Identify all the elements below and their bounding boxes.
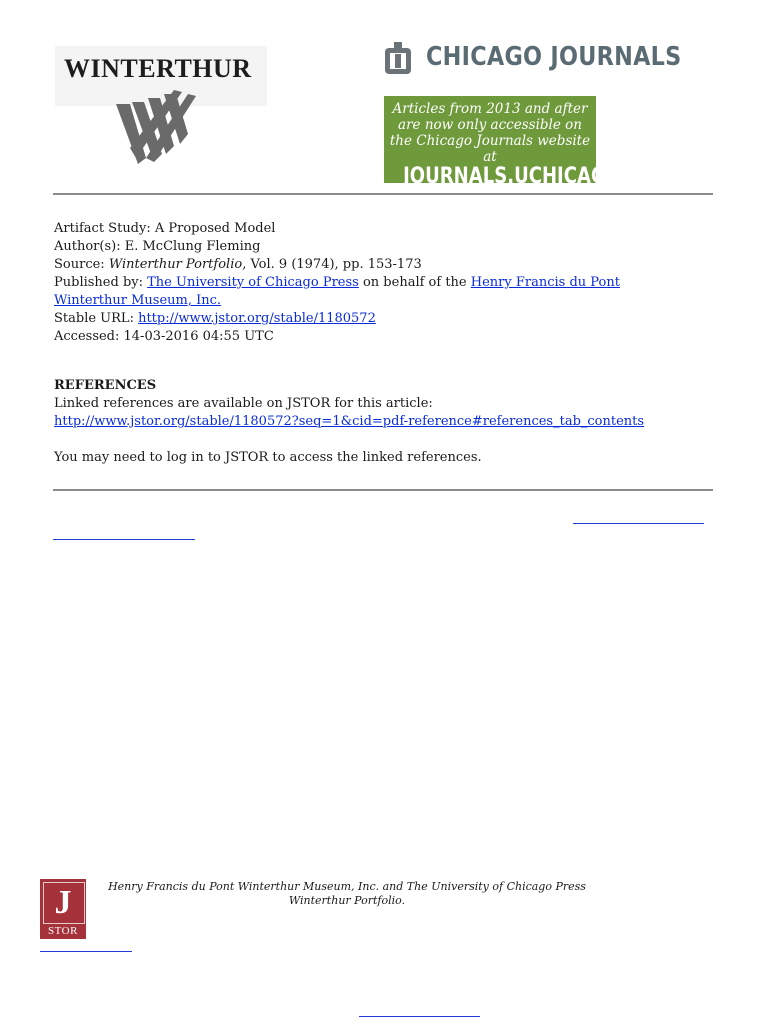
journal-name: Winterthur Portfolio <box>108 257 243 272</box>
article-title: Artifact Study: A Proposed Model <box>54 221 276 236</box>
terms-link-underline-continued[interactable] <box>53 539 195 540</box>
chicago-journals-banner[interactable] <box>384 96 670 189</box>
banner-url: JOURNALS.UCHICAGO.EDU <box>403 164 670 189</box>
terms-link-underline[interactable] <box>573 523 704 524</box>
museum-link[interactable]: Henry Francis du Pont <box>470 275 620 290</box>
museum-link-continued[interactable]: Winterthur Museum, Inc. <box>54 293 222 308</box>
stable-url-link[interactable]: http://www.jstor.org/stable/1180572 <box>138 311 376 326</box>
footer-line-2: Winterthur Portfolio. <box>288 894 406 907</box>
footer-text <box>92 880 602 908</box>
references-intro: Linked references are available on JSTOR for this article: <box>54 396 433 411</box>
banner-line-3: the Chicago Journals website at <box>389 133 591 165</box>
banner-line-1: Articles from 2013 and after <box>392 101 588 117</box>
publisher-link[interactable]: The University of Chicago Press <box>147 275 359 290</box>
museum-line <box>54 292 620 310</box>
chicago-journals-title: CHICAGO JOURNALS <box>426 42 682 72</box>
jstor-logo[interactable] <box>40 879 86 939</box>
top-divider <box>53 193 713 195</box>
citation-block <box>54 220 620 346</box>
references-link[interactable]: http://www.jstor.org/stable/1180572?seq=1&cid=pdf-reference#references_tab_contents <box>54 414 645 429</box>
chicago-journals-shield-icon <box>383 40 413 76</box>
source-line: Source: Winterthur Portfolio, Vol. 9 (1974), pp. 153-173 <box>54 257 422 272</box>
footer-line-1: Henry Francis du Pont Winterthur Museum, Inc. and The University of Chicago Press <box>108 880 586 893</box>
winterthur-logo-text: WINTERTHUR <box>64 54 252 83</box>
references-note: You may need to log in to JSTOR to access the linked references. <box>54 450 482 465</box>
author-line: Author(s): E. McClung Fleming <box>54 239 261 254</box>
references-block <box>54 377 644 467</box>
jstor-logo-word: STOR <box>48 925 78 937</box>
published-line: Published by: The University of Chicago Press on behalf of the Henry Francis du Pont <box>54 275 620 290</box>
jstor-logo-letter: J <box>54 884 72 921</box>
accessed-line: Accessed: 14-03-2016 04:55 UTC <box>54 329 274 344</box>
stable-url-line: Stable URL: http://www.jstor.org/stable/1180572 <box>54 311 376 326</box>
banner-line-2: are now only accessible on <box>398 117 582 133</box>
bottom-divider <box>53 489 713 491</box>
winterthur-w-mark-icon <box>110 88 202 170</box>
jstor-link-underline[interactable] <box>40 951 132 952</box>
references-heading: REFERENCES <box>54 378 157 393</box>
bottom-link-underline[interactable] <box>359 1016 480 1017</box>
